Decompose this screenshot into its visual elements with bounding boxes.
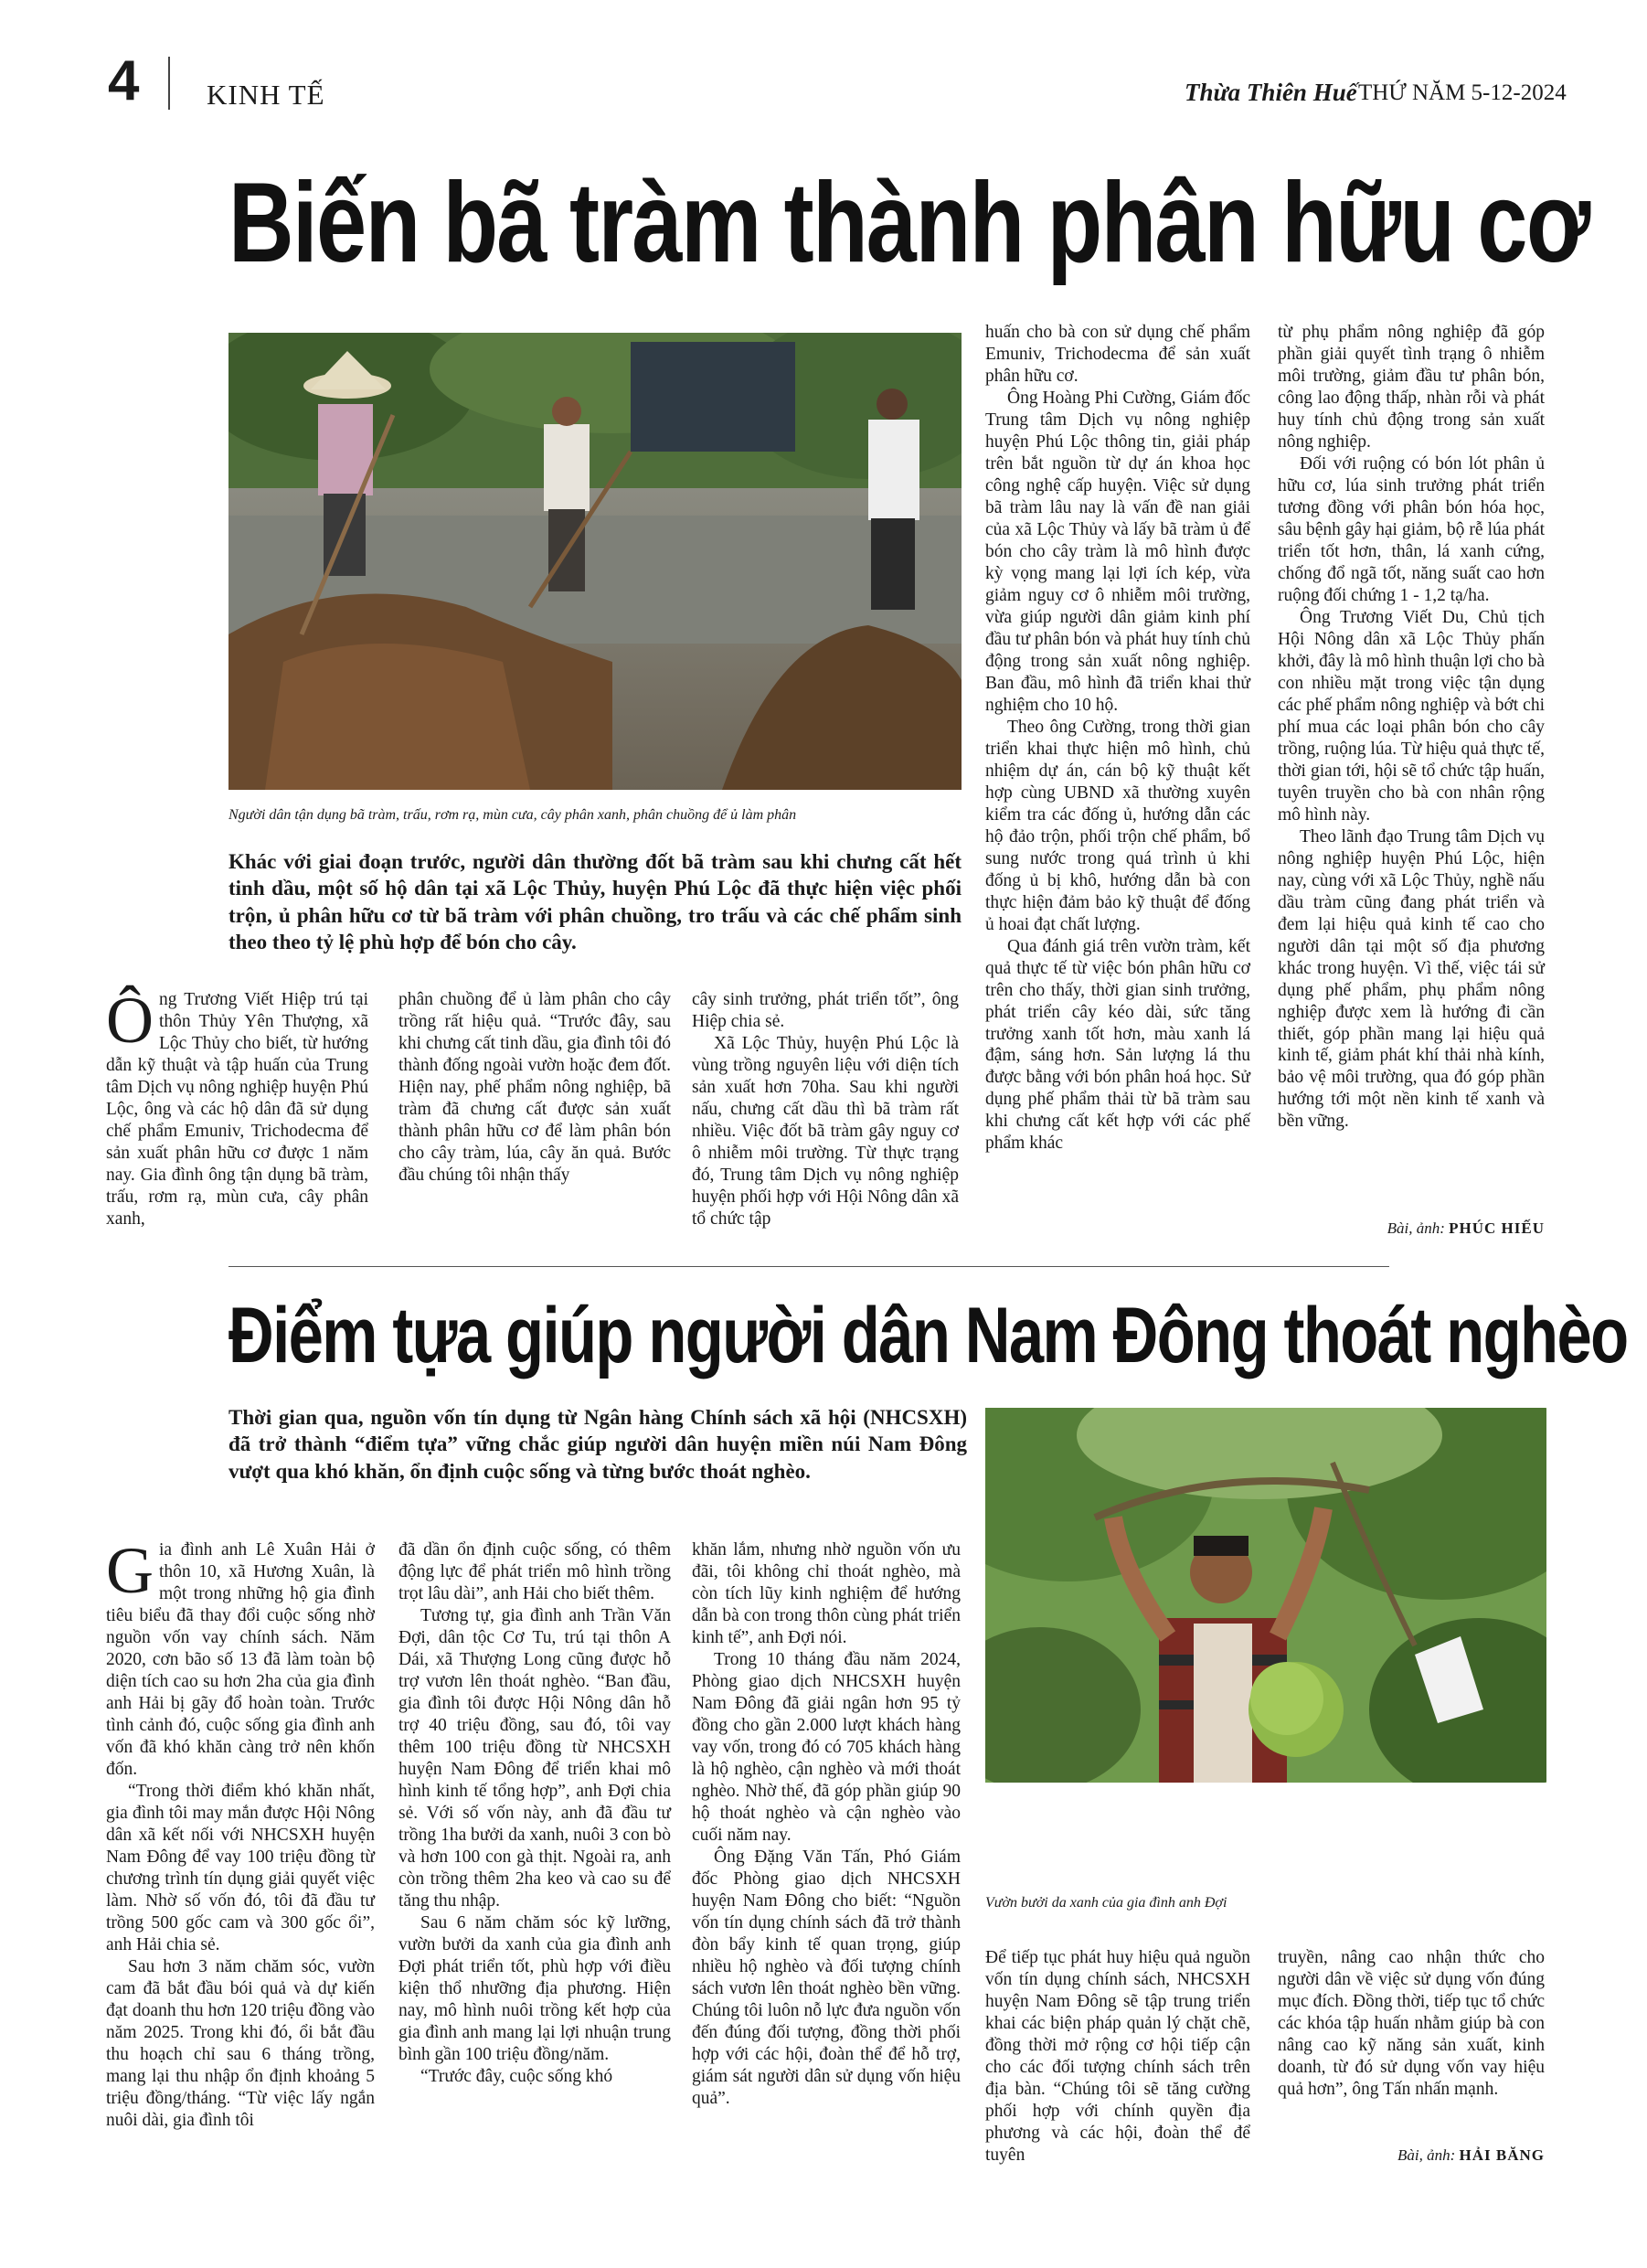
article1-photo-caption: Người dân tận dụng bã tràm, trấu, rơm rạ, mùn cưa, cây phân xanh, phân chuồng để ủ làm phân xyxy=(228,807,797,823)
article2-photo xyxy=(985,1408,1546,1783)
section-title: KINH TẾ xyxy=(207,79,325,111)
article2-column-5: truyền, nâng cao nhận thức cho người dân về việc sử dụng vốn đúng mục đích. Đồng thời, tiếp tục tổ chức các khóa tập huấn nhằm giúp bà con nâng cao kỹ năng sản xuất, kinh doanh, từ đó sử dụng vốn vay hiệu quả hơn”, ông Tấn nhấn mạnh. xyxy=(1278,1948,1545,2099)
article2-drop-cap: G xyxy=(106,1534,154,1607)
article2-column-2: đã dần ổn định cuộc sống, có thêm động lực để phát triển mô hình trồng trọt lâu dài”, anh Hải cho biết thêm. Tương tự, gia đình anh Trần Văn Đợi, dân tộc Cơ Tu, trú tại thôn A Dái, xã Thượng Long cũng được hỗ trợ vươn lên thoát nghèo. “Ban đầu, gia đình tôi được Hội Nông dân hỗ trợ 40 triệu đồng, sau đó, tôi vay thêm 100 triệu đồng từ NHCSXH huyện Nam Đông để triển khai mô hình kinh tế tổng hợp”, anh Đợi chia sẻ. Với số vốn này, anh đã đầu tư trồng 1ha bưởi da xanh, nuôi 3 con bò và hơn 100 con gà thịt. Ngoài ra, anh còn trồng thêm 2ha keo và cao su để tăng thu nhập. Sau 6 năm chăm sóc kỹ lưỡng, vườn bưởi da xanh của gia đình anh Đợi phát triển tốt, phù hợp với điều kiện thổ nhưỡng địa phương. Hiện nay, mô hình nuôi trồng kết hợp của gia đình anh mang lại lợi nhuận trung bình gần 100 triệu đồng/năm. “Trước đây, cuộc sống khó xyxy=(398,1540,671,2086)
article1-column-4: huấn cho bà con sử dụng chế phẩm Emuniv, Trichodecma để sản xuất phân hữu cơ. Ông Hoàng Phi Cường, Giám đốc Trung tâm Dịch vụ nông nghiệp huyện Phú Lộc thông tin, giải pháp trên bắt nguồn từ dự án khoa học công nghệ cấp huyện. Việc sử dụng bã tràm lâu nay là vấn đề nan giải của xã Lộc Thủy và lấy bã tràm ủ để bón cho cây tràm là mô hình được kỳ vọng mang lại lợi ích kép, vừa giảm nguy cơ ô nhiễm môi trường, vừa giúp người dân giảm kinh phí đầu tư phân bón và phát huy tính chủ động trong sản xuất nông nghiệp. Ban đầu, mô hình đã triển khai thử nghiệm cho 10 hộ. Theo ông Cường, trong thời gian triển khai thực hiện mô hình, chủ nhiệm dự án, cán bộ kỹ thuật kết hợp cùng UBND xã thường xuyên kiểm tra các đống ủ, hướng dẫn các hộ đảo trộn, phối trộn chế phẩm, bổ sung nước trong quá trình ủ khi đống ủ bị khô, hướng dẫn bà con thực hiện đảm bảo kỹ thuật để đống ủ hoai đạt chất lượng. Qua đánh giá trên vườn tràm, kết quả thực tế từ việc bón phân hữu cơ trên cho thấy, thời gian sinh trưởng, phát triển cây kéo dài, sức tăng trưởng xanh tốt hơn, màu xanh lá đậm, sáng hơn. Sản lượng lá thu được bằng với bón phân hoá học. Sử dụng phế phẩm thải từ bã tràm sau khi chưng cất kết hợp với các phế phẩm khác xyxy=(985,323,1251,1154)
article1-byline: Bài, ảnh: PHÚC HIẾU xyxy=(1387,1219,1545,1237)
article2-column-3: khăn lắm, nhưng nhờ nguồn vốn ưu đãi, tôi không chỉ thoát nghèo, mà còn tích lũy kinh nghiệm để hướng dẫn bà con trong thôn cùng phát triển kinh tế”, anh Đợi nói. Trong 10 tháng đầu năm 2024, Phòng giao dịch NHCSXH huyện Nam Đông đã giải ngân hơn 95 tỷ đồng cho gần 2.000 lượt khách hàng vay vốn, trong đó có 705 khách hàng là hộ nghèo, cận nghèo và mới thoát nghèo. Nhờ thế, đã góp phần giúp 90 hộ thoát nghèo và cận nghèo vào cuối năm nay. Ông Đặng Văn Tấn, Phó Giám đốc Phòng giao dịch NHCSXH huyện Nam Đông cho biết: “Nguồn vốn tín dụng chính sách đã trở thành đòn bẩy kinh tế quan trọng, giúp nhiều hộ nghèo và đối tượng chính sách vươn lên thoát nghèo bền vững. Chúng tôi luôn nỗ lực đưa nguồn vốn đến đúng đối tượng, đồng thời phối hợp với các hội, đoàn thể để hỗ trợ, giám sát người dân sử dụng vốn hiệu quả”. xyxy=(692,1540,961,2108)
page-number: 4 xyxy=(108,49,140,112)
publication-name: Thừa Thiên Huế xyxy=(1185,79,1357,106)
article1-drop-cap: Ô xyxy=(106,984,154,1057)
article1-column-5: từ phụ phẩm nông nghiệp đã góp phần giải quyết tình trạng ô nhiễm môi trường, giảm đầu tư phân bón, công lao động thấp, nhàn rỗi và phát huy tính chủ động trong sản xuất nông nghiệp. Đối với ruộng có bón lót phân ủ hữu cơ, lúa sinh trưởng phát triển tương đồng với phân bón hóa học, sâu bệnh gây hại giảm, bộ rễ lúa phát triển tốt hơn, thân, lá xanh cứng, chống đổ ngã tốt, năng suất cao hơn ruộng đối chứng 1 - 1,2 tạ/ha. Ông Trương Viết Du, Chủ tịch Hội Nông dân xã Lộc Thủy phấn khởi, đây là mô hình thuận lợi cho bà con nhiều mặt trong việc tận dụng các phế phẩm nông nghiệp và bớt chi phí mua các loại phân bón cho cây trồng, ruộng lúa. Từ hiệu quả thực tế, thời gian tới, hội sẽ tổ chức tập huấn, tuyên truyền cho bà con nhân rộng mô hình này. Theo lãnh đạo Trung tâm Dịch vụ nông nghiệp huyện Phú Lộc, hiện nay, cùng với xã Lộc Thủy, nghề nấu dầu tràm cũng đang phát triển và đem lại hiệu quả kinh tế cao cho người dân tại một số địa phương khác trong huyện. Vì thế, việc tái sử dụng phế phẩm, phụ phẩm nông nghiệp được xem là hướng đi cần thiết, góp phần mang lại hiệu quả kinh tế, giảm phát khí thải nhà kính, bảo vệ môi trường, qua đó góp phần hướng tới một nền kinh tế xanh và bền vững. xyxy=(1278,323,1545,1132)
article2-byline: Bài, ảnh: HẢI BĂNG xyxy=(1397,2146,1545,2164)
article1-lead: Khác với giai đoạn trước, người dân thường đốt bã tràm sau khi chưng cất hết tinh dầu, một số hộ dân tại xã Lộc Thủy, huyện Phú Lộc đã thực hiện việc phối trộn, ủ phân hữu cơ từ bã tràm với phân chuồng, tro trấu và các chế phẩm sinh theo theo tỷ lệ phù hợp để bón cho cây. xyxy=(228,850,962,954)
article1-headline: Biến bã tràm thành phân hữu cơ xyxy=(228,160,1589,286)
article1-photo xyxy=(228,333,962,790)
article1-column-1: Ông Trương Viết Hiệp trú tại thôn Thủy Yên Thượng, xã Lộc Thủy cho biết, từ hướng dẫn kỹ thuật và tập huấn của Trung tâm Dịch vụ nông nghiệp huyện Phú Lộc, ông và các hộ dân đã sử dụng chế phẩm Emuniv, Trichodecma để sản xuất phân hữu cơ được 1 năm nay. Gia đình ông tận dụng bã tràm, trấu, rơm rạ, mùn cưa, cây phân xanh, xyxy=(106,984,368,1229)
article2-headline: Điểm tựa giúp người dân Nam Đông thoát nghèo xyxy=(228,1292,1628,1379)
article2-photo-caption: Vườn bưởi da xanh của gia đình anh Đợi xyxy=(985,1895,1227,1911)
article-divider xyxy=(228,1266,1389,1267)
article1-column-2: phân chuồng để ủ làm phân cho cây trồng rất hiệu quả. “Trước đây, sau khi chưng cất tinh dầu, gia đình tôi đó thành đống ngoài vườn hoặc đem đốt. Hiện nay, phế phẩm nông nghiệp, bã tràm đã chưng cất được sản xuất thành phân hữu cơ để làm phân bón cho cây tràm, lúa, cây ăn quả. Bước đầu chúng tôi nhận thấy xyxy=(398,990,671,1185)
article2-column-4: Để tiếp tục phát huy hiệu quả nguồn vốn tín dụng chính sách, NHCSXH huyện Nam Đông sẽ tập trung triển khai các biện pháp quản lý chặt chẽ, đồng thời mở rộng cơ hội tiếp cận cho các đối tượng chính sách trên địa bàn. “Chúng tôi sẽ tăng cường phối hợp với chính quyền địa phương và các hội, đoàn thể để tuyên xyxy=(985,1948,1250,2165)
header-separator xyxy=(168,57,170,110)
article2-column-1: Gia đình anh Lê Xuân Hải ở thôn 10, xã Hương Xuân, là một trong những hộ gia đình tiêu biểu đã thay đổi cuộc sống nhờ nguồn vốn vay chính sách. Năm 2020, cơn bão số 13 đã làm toàn bộ diện tích cao su hơn 2ha của gia đình anh Hải bị gãy đổ hoàn toàn. Trước tình cảnh đó, cuộc sống gia đình anh vốn đã khó khăn càng trở nên khốn đốn. “Trong thời điểm khó khăn nhất, gia đình tôi may mắn được Hội Nông dân xã kết nối với NHCSXH huyện Nam Đông để vay 100 triệu đồng từ chương trình tín dụng giải quyết việc làm. Nhờ số vốn đó, tôi đã đầu tư trồng 500 gốc cam và 300 gốc ổi”, anh Hải chia sẻ. Sau hơn 3 năm chăm sóc, vườn cam đã bắt đầu bói quả và dự kiến đạt doanh thu hơn 120 triệu đồng vào năm 2025. Trong khi đó, ổi bắt đầu thu hoạch chỉ sau 6 tháng trồng, mang lại thu nhập ổn định khoảng 5 triệu đồng/tháng. “Từ việc lấy ngắn nuôi dài, gia đình tôi xyxy=(106,1534,375,2130)
issue-date: THỨ NĂM 5-12-2024 xyxy=(1358,80,1567,105)
article2-lead: Thời gian qua, nguồn vốn tín dụng từ Ngân hàng Chính sách xã hội (NHCSXH) đã trở thành “điểm tựa” vững chắc giúp người dân huyện miền núi Nam Đông vượt qua khó khăn, ổn định cuộc sống và từng bước thoát nghèo. xyxy=(228,1406,967,1483)
article1-column-3: cây sinh trưởng, phát triển tốt”, ông Hiệp chia sẻ. Xã Lộc Thủy, huyện Phú Lộc là vùng trồng nguyên liệu với diện tích sản xuất hơn 70ha. Sau khi người nấu, chưng cất dầu thì bã tràm rất nhiều. Việc đốt bã tràm gây nguy cơ ô nhiễm môi trường. Từ thực trạng đó, Trung tâm Dịch vụ nông nghiệp huyện phối hợp với Hội Nông dân xã tổ chức tập xyxy=(692,990,959,1229)
